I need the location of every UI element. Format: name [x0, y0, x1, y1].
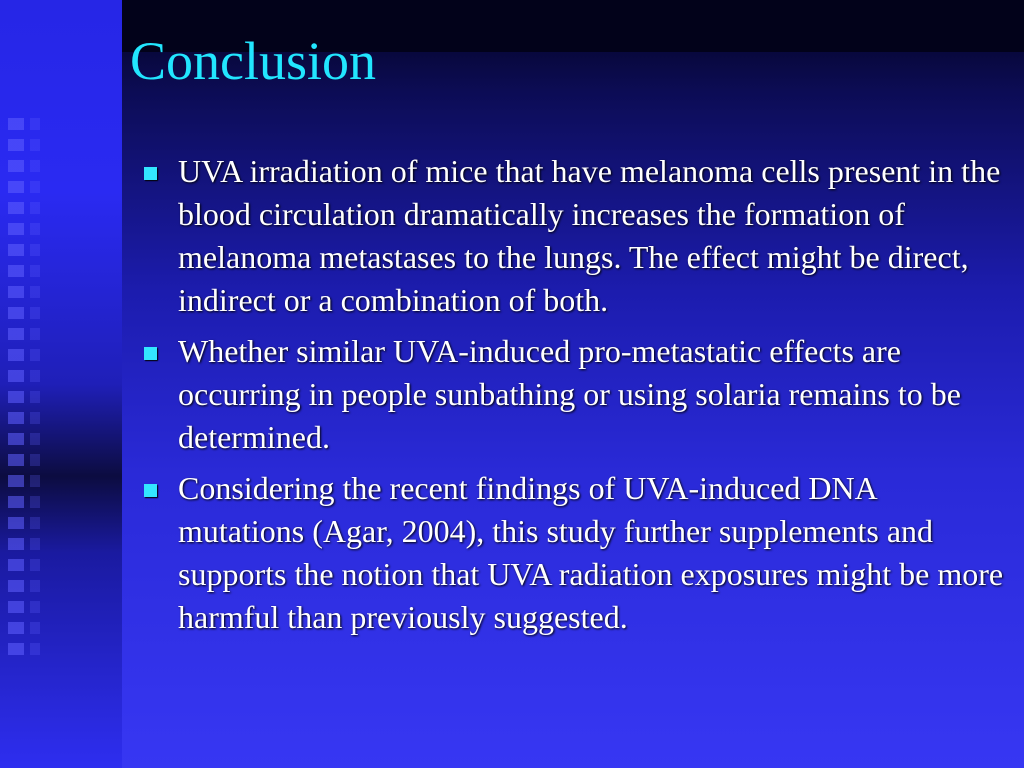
bullet-item [140, 150, 1010, 322]
bullet-list [140, 150, 1010, 647]
decorative-squares-column [8, 118, 24, 658]
bullet-text: Considering the recent findings of UVA-induced DNA mutations (Agar, 2004), this study further supplements and supports the notion that UVA radiation exposures might be more harmful than previously suggested. [178, 470, 1004, 635]
bullet-text: UVA irradiation of mice that have melanoma cells present in the blood circulation dramatically increases the formation of melanoma metastases to the lungs. The effect might be direct, indirect or a combination of both. [178, 153, 1001, 318]
decorative-side-panel [0, 0, 122, 768]
slide-title: Conclusion [130, 31, 377, 91]
square-bullet-icon [144, 484, 157, 497]
square-bullet-icon [144, 167, 157, 180]
square-bullet-icon [144, 347, 157, 360]
bullet-item [140, 467, 1010, 639]
bullet-text: Whether similar UVA-induced pro-metastatic effects are occurring in people sunbathing or using solaria remains to be determined. [178, 333, 961, 455]
decorative-squares-column-faint [30, 118, 40, 658]
bullet-item [140, 330, 1010, 459]
